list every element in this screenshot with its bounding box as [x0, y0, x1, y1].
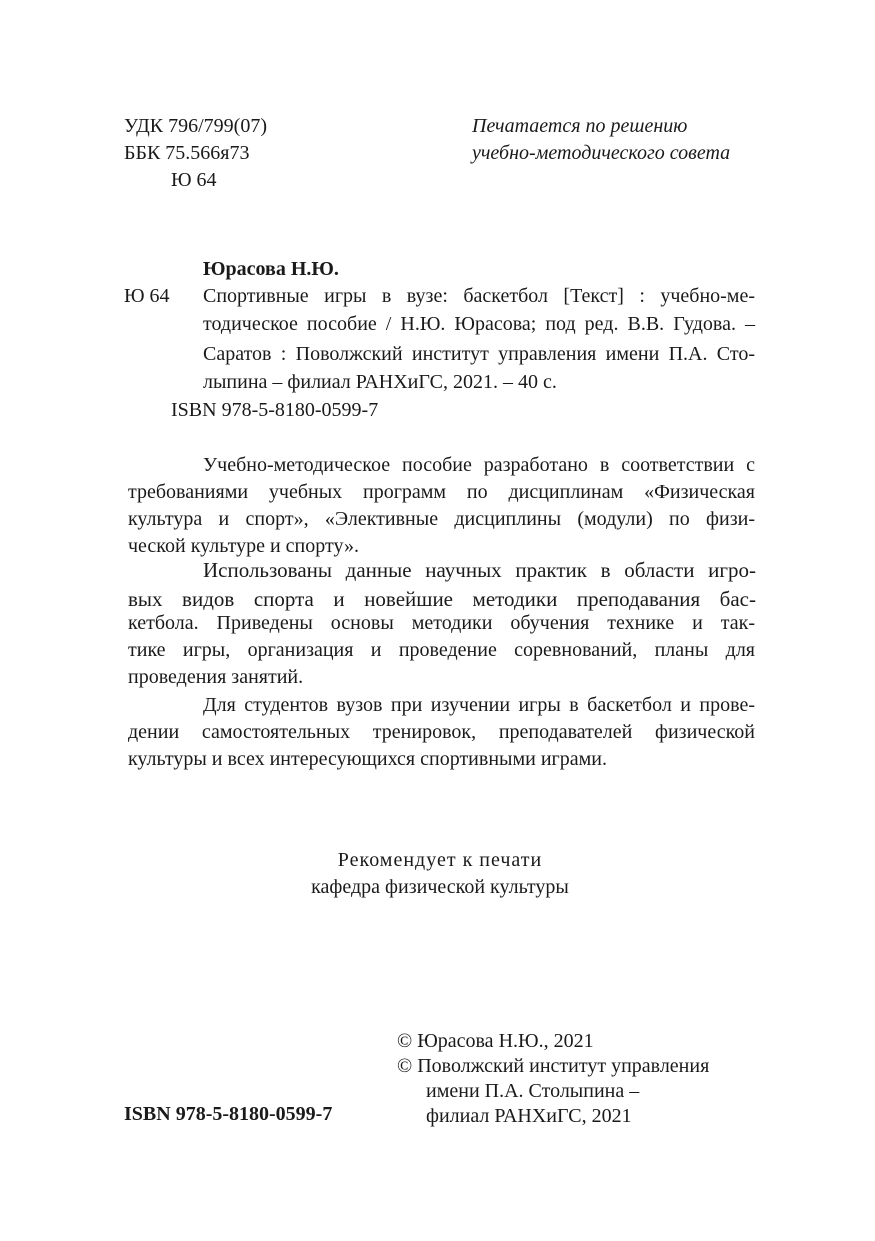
annotation-line: Использованы данные научных практик в области игро-	[203, 558, 756, 582]
bibliographic-line: Спортивные игры в вузе: баскетбол [Текст] : учебно-ме-	[203, 285, 755, 307]
annotation-line: культура и спорт», «Элективные дисциплины (модули) по физи-	[128, 508, 755, 530]
annotation-line: вых видов спорта и новейшие методики преподавания бас-	[128, 587, 756, 611]
copyright-author: © Юрасова Н.Ю., 2021	[397, 1030, 594, 1052]
bibliographic-line: Саратов : Поволжский институт управления имени П.А. Сто-	[203, 343, 755, 365]
bibliographic-line: лыпина – филиал РАНХиГС, 2021. – 40 с.	[203, 371, 557, 393]
bibliographic-isbn: ISBN 978-5-8180-0599-7	[171, 399, 379, 421]
annotation-line: кетбола. Приведены основы методики обучения технике и так-	[128, 612, 755, 634]
author-mark: Ю 64	[171, 169, 217, 191]
annotation-line: требованиями учебных программ по дисциплинам «Физическая	[128, 481, 755, 503]
annotation-line: Для студентов вузов при изучении игры в баскетбол и прове-	[203, 694, 755, 716]
recommendation-line1: Рекомендует к печати	[337, 849, 543, 871]
copyright-institute-line3: филиал РАНХиГС, 2021	[426, 1105, 632, 1127]
annotation-line: проведения занятий.	[128, 666, 304, 688]
copyright-institute-line1: © Поволжский институт управления	[397, 1055, 710, 1077]
footer-isbn: ISBN 978-5-8180-0599-7	[124, 1103, 333, 1125]
annotation-line: ческой культуре и спорту».	[128, 535, 359, 557]
author-heading: Юрасова Н.Ю.	[203, 258, 339, 280]
annotation-line: культуры и всех интересующихся спортивными играми.	[128, 748, 607, 770]
publication-note-line1: Печатается по решению	[472, 115, 688, 137]
annotation-line: дении самостоятельных тренировок, преподавателей физической	[128, 721, 755, 743]
publication-note-line2: учебно-методического совета	[472, 142, 731, 164]
bbk-code: ББК 75.566я73	[124, 142, 250, 164]
udk-code: УДК 796/799(07)	[124, 115, 267, 137]
recommendation-line2: кафедра физической культуры	[311, 876, 569, 898]
copyright-institute-line2: имени П.А. Столыпина –	[426, 1080, 640, 1102]
annotation-line: Учебно-методическое пособие разработано в соответствии с	[203, 454, 755, 476]
annotation-line: тике игры, организация и проведение соревнований, планы для	[128, 639, 755, 661]
bibliographic-line: тодическое пособие / Н.Ю. Юрасова; под ред. В.В. Гудова. –	[203, 313, 755, 335]
bibliographic-mark: Ю 64	[124, 285, 170, 307]
